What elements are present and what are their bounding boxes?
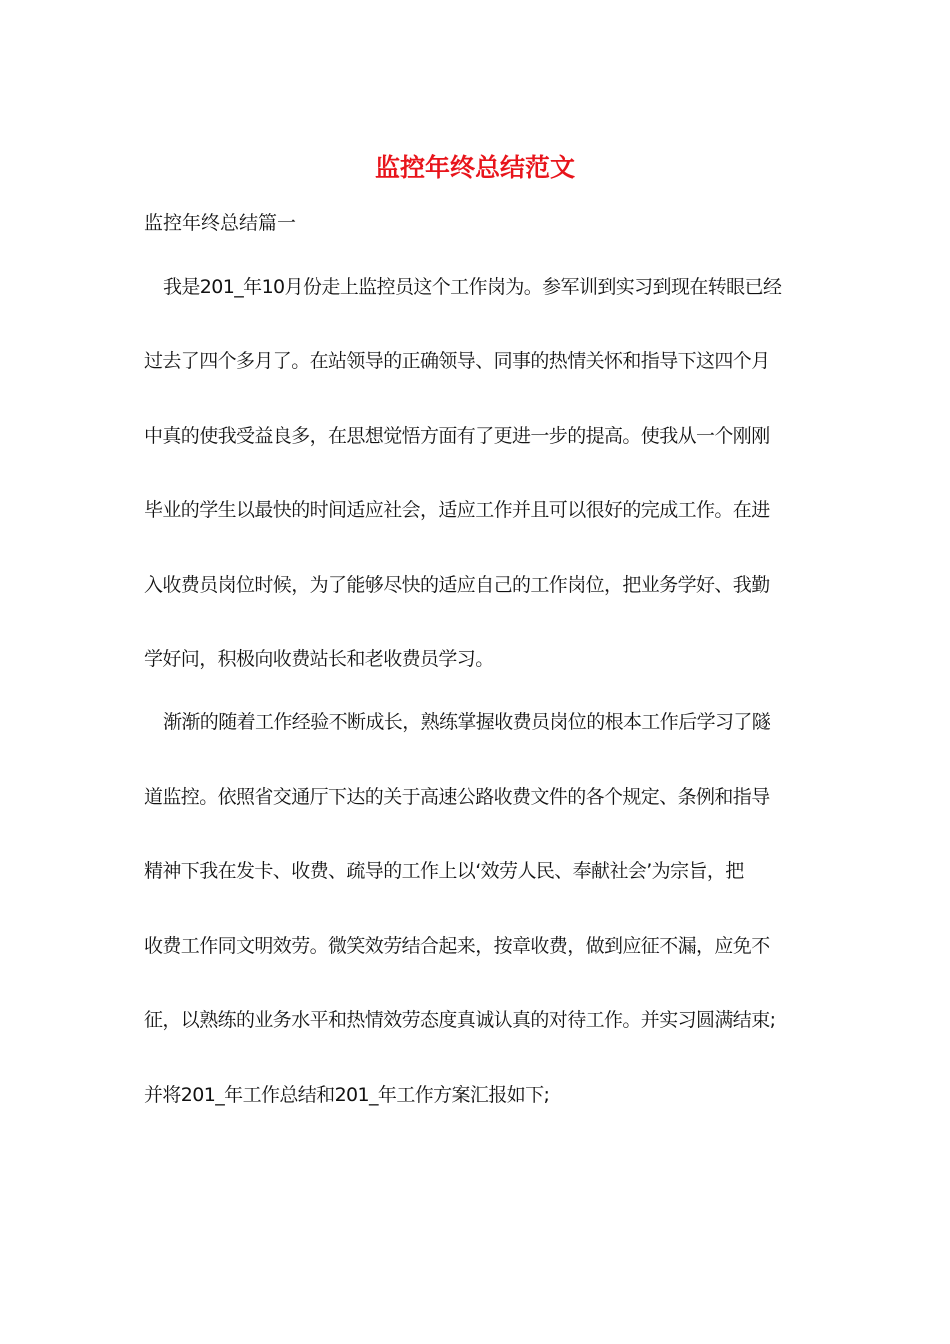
text-line: 道监控。依照省交通厅下达的关于高速公路收费文件的各个规定、条例和指导 <box>144 786 770 808</box>
text-line: 入收费员岗位时候，为了能够尽快的适应自己的工作岗位，把业务学好、我勤 <box>144 574 770 596</box>
text-line: 学好问，积极向收费站长和老收费员学习。 <box>144 648 494 670</box>
document-title: 监控年终总结范文 <box>374 153 575 182</box>
text-line: 我是201_年10月份走上监控员这个工作岗为。参军训到实习到现在转眼已经 <box>163 276 782 298</box>
text-line: 过去了四个多月了。在站领导的正确领导、同事的热情关怀和指导下这四个月 <box>144 350 770 372</box>
text-line: 并将201_年工作总结和201_年工作方案汇报如下; <box>144 1084 550 1106</box>
text-line: 渐渐的随着工作经验不断成长，熟练掌握收费员岗位的根本工作后学习了隧 <box>163 711 771 733</box>
text-line: 中真的使我受益良多，在思想觉悟方面有了更进一步的提高。使我从一个刚刚 <box>144 425 770 447</box>
text-line: 征，以熟练的业务水平和热情效劳态度真诚认真的对待工作。并实习圆满结束; <box>144 1009 776 1031</box>
text-line: 精神下我在发卡、收费、疏导的工作上以‘效劳人民、奉献社会’为宗旨，把 <box>144 860 744 882</box>
text-line: 收费工作同文明效劳。微笑效劳结合起来，按章收费，做到应征不漏，应免不 <box>144 935 770 957</box>
text-line: 毕业的学生以最快的时间适应社会，适应工作并且可以很好的完成工作。在进 <box>144 499 770 521</box>
section-heading: 监控年终总结篇一 <box>144 212 297 234</box>
